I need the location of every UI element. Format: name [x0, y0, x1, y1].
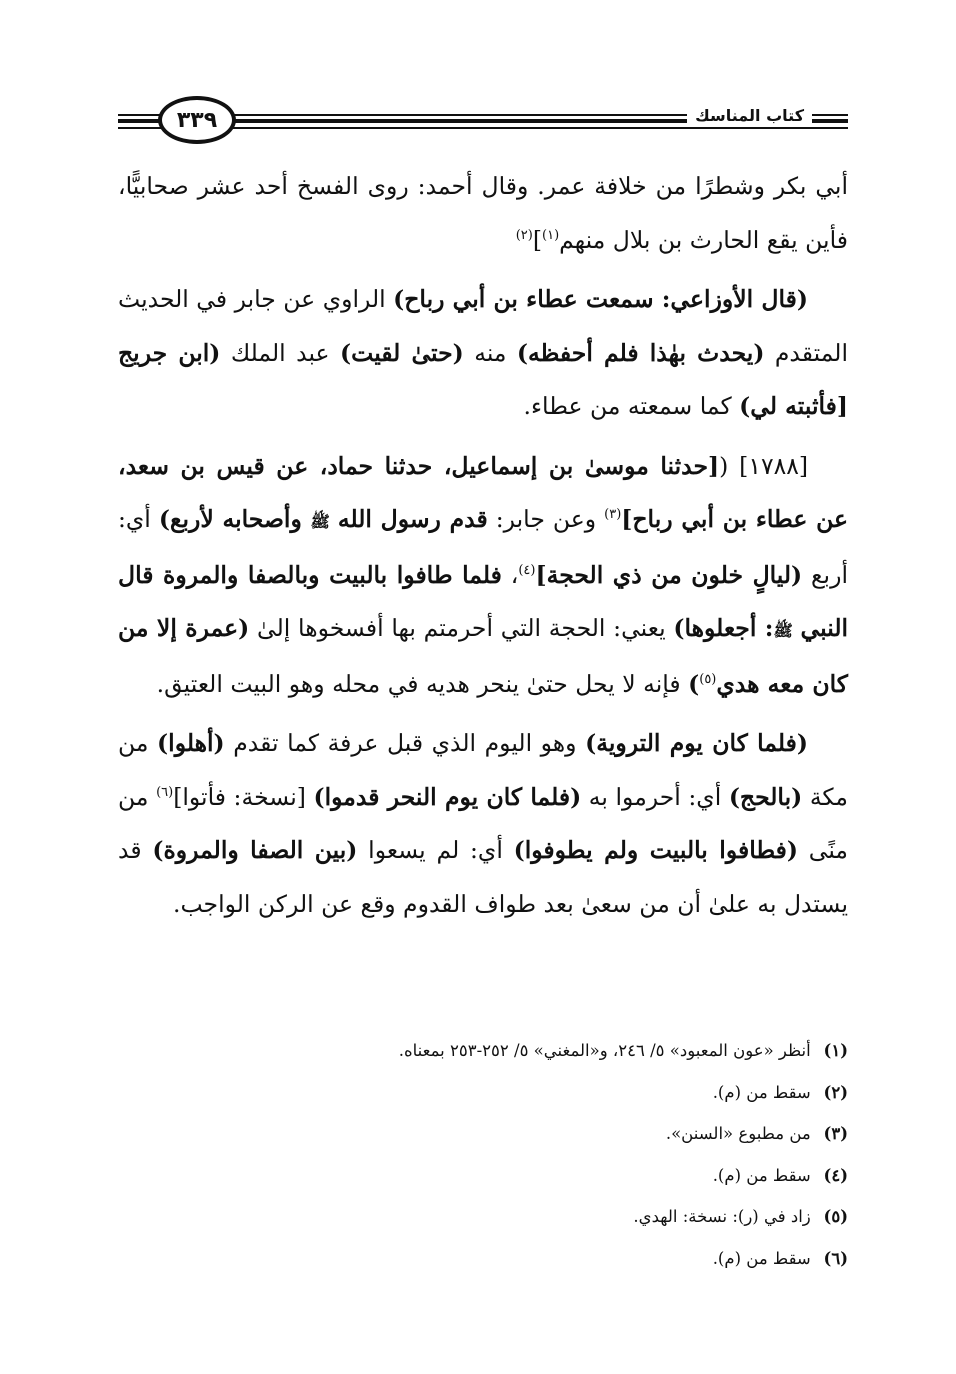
page-number: ٣٣٩ [158, 96, 236, 144]
salawat-glyph: ﷺ [310, 512, 330, 531]
text-run: أبي بكر وشطرًا من خلافة عمر. وقال أحمد: روى الفسخ أحد عشر صحابيًّا، فأين يقع الحارث بن بلال منهم [118, 172, 848, 254]
paragraph-1 [118, 160, 848, 267]
paragraph-4 [118, 717, 848, 931]
footnote-text: سقط من (م). [712, 1248, 811, 1268]
text-run: الراوي عن جابر في الحديث المتقدم [118, 285, 848, 367]
text-run: ] [532, 225, 543, 254]
bold-run: (قال الأوزاعي: سمعت عطاء بن أبي رباح) [393, 285, 808, 313]
bold-run: (فطافوا بالبيت ولم يطوفوا) [513, 836, 798, 864]
paragraph-3 [118, 440, 848, 712]
text-run: [نسخة: فأتوا] [173, 782, 314, 811]
text-run: من مكة [118, 729, 848, 811]
footnote-number: (٢) [823, 1082, 848, 1102]
footnote-text: زاد في (ر): نسخة: الهدي. [633, 1207, 811, 1226]
bold-run: (ليالٍ خلون من ذي الحجة] [535, 560, 803, 589]
footnote-text: أنظر «عون المعبود» ٥/ ٢٤٦، و«المغني» ٥/ ٢٥٢-٢٥٣ بمعناه. [398, 1041, 811, 1060]
footnote-number: (١) [823, 1041, 848, 1060]
text-run: من منًى [118, 782, 849, 864]
text-run: قد يستدل به علىٰ أن من سعىٰ بعد طواف القدوم وقع عن الركن الواجب. [118, 836, 848, 918]
bold-run: وأصحابه لأربع) [158, 505, 311, 533]
text-run: فإنه لا يحل حتىٰ ينحر هديه في محله وهو البيت العتيق. [156, 669, 689, 698]
main-text [118, 160, 848, 931]
bold-run: (بين الصفا والمروة) [152, 836, 358, 864]
footnote-4 [118, 1155, 848, 1197]
footnotes [118, 1030, 848, 1279]
footnote-text: سقط من (م). [712, 1165, 811, 1185]
bold-run: فلما طافوا بالبيت وبالصفا والمروة قال النبي [118, 560, 849, 642]
bold-run: (يحدث بهٰذا فلم أحفظه) [516, 338, 765, 367]
footnote-6 [118, 1238, 848, 1280]
bold-run: (أهلوا) [157, 729, 225, 757]
page-header [118, 96, 848, 148]
footnote-ref[interactable]: (١) [542, 227, 560, 243]
text-run: يعني: الحجة التي أحرمتم بها أفسخوها إلىٰ [249, 614, 674, 642]
text-run: وعن جابر: [487, 505, 605, 533]
footnote-ref[interactable]: (٦) [156, 784, 174, 800]
footnote-1 [118, 1030, 848, 1072]
bold-run: (عمرة إلا من كان معه هدي [118, 614, 848, 698]
text-run: منه [463, 338, 517, 367]
bold-run: (حتىٰ لقيت) [340, 338, 464, 367]
footnote-number: (٥) [823, 1207, 848, 1226]
bold-run: [حدثنا موسىٰ بن إسماعيل، حدثنا حماد، عن قيس بن سعد، عن عطاء بن أبي رباح] [118, 451, 848, 533]
running-title: كتاب المناسك [687, 106, 812, 125]
hadith-number: [١٧٨٨] ( [719, 451, 809, 480]
footnote-3 [118, 1113, 848, 1155]
text-run: أي: أحرموا به [581, 782, 729, 811]
footnote-5 [118, 1196, 848, 1238]
footnote-number: (٦) [823, 1248, 848, 1268]
text-run: أي: لم يسعوا [357, 836, 514, 864]
bold-run: (ابن جريج [فأثبته لي) [118, 338, 848, 420]
footnote-2 [118, 1072, 848, 1114]
text-run: كما سمعته من عطاء. [523, 392, 740, 420]
footnote-text: من مطبوع «السنن». [665, 1124, 811, 1143]
footnote-number: (٣) [823, 1124, 848, 1143]
text-run: ، [501, 560, 519, 589]
bold-run: (بالحج) [728, 782, 803, 811]
bold-run: : أجعلوها) [673, 614, 774, 642]
bold-run: (فلما كان يوم التروية) [585, 729, 808, 757]
footnote-ref[interactable]: (٢) [515, 227, 533, 243]
text-run: أي: أربع [118, 505, 848, 589]
text-run: عبد الملك [220, 338, 340, 367]
salawat-glyph: ﷺ [773, 621, 793, 640]
bold-run: ) [688, 669, 700, 698]
paragraph-2 [118, 273, 848, 434]
footnote-ref[interactable]: (٣) [604, 506, 622, 522]
footnote-text: سقط من (م). [712, 1082, 811, 1102]
footnote-ref[interactable]: (٤) [518, 562, 536, 578]
footnote-ref[interactable]: (٥) [699, 671, 717, 687]
bold-run: (فلما كان يوم النحر قدموا) [313, 782, 582, 811]
bold-run: قدم رسول الله [337, 505, 488, 533]
footnote-number: (٤) [823, 1165, 848, 1185]
text-run: وهو اليوم الذي قبل عرفة كما تقدم [224, 729, 586, 757]
